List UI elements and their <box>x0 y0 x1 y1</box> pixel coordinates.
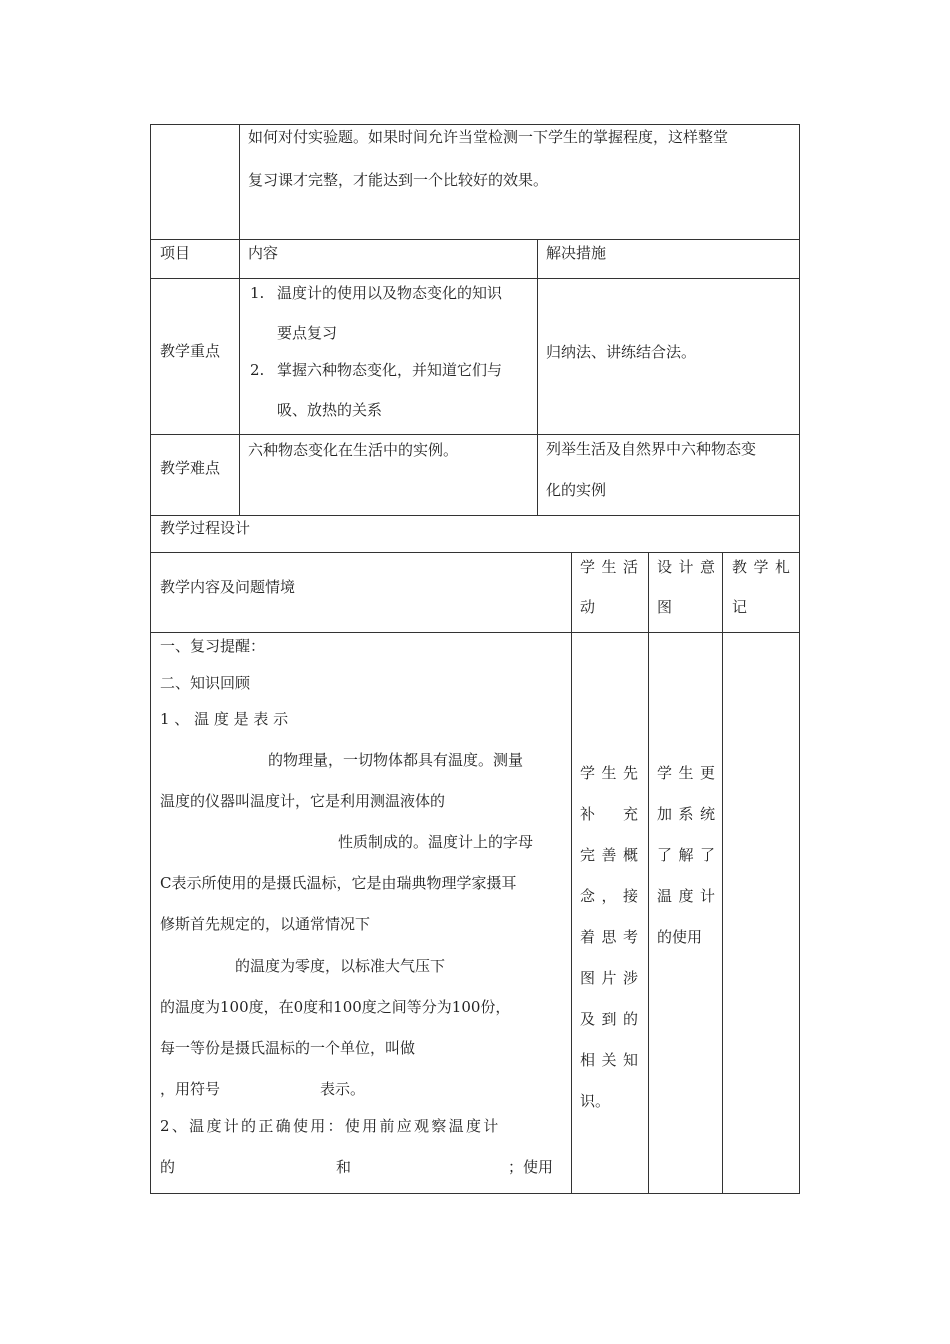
student-activity-line: 完 善 概 <box>580 846 638 864</box>
process-header-notes-line-1: 教 学 札 <box>732 558 790 576</box>
design-intent-line: 学 生 更 <box>657 764 715 782</box>
row-divider <box>150 632 800 633</box>
col-divider <box>722 552 723 1194</box>
process-header-content: 教学内容及问题情境 <box>160 578 296 596</box>
intro-line-2: 复习课才完整，才能达到一个比较好的效果。 <box>248 171 549 189</box>
key-point-1-line-1: 温度计的使用以及物态变化的知识 <box>277 284 503 302</box>
key-points-label: 教学重点 <box>160 342 221 360</box>
student-activity-line: 念 ， 接 <box>580 887 638 905</box>
body-line-14a: 的 <box>160 1158 176 1176</box>
difficult-points-measure-line-2: 化的实例 <box>546 481 607 499</box>
student-activity-line: 及 到 的 <box>580 1010 638 1028</box>
design-intent-line: 温 度 计 <box>657 887 715 905</box>
key-point-2-number: 2. <box>250 361 265 379</box>
body-line-8: 修斯首先规定的，以通常情况下 <box>160 915 371 933</box>
process-header-notes-line-2: 记 <box>732 598 748 616</box>
key-points-measure: 归纳法、讲练结合法。 <box>546 343 697 361</box>
student-activity-line: 识。 <box>580 1092 611 1110</box>
body-line-14c: ；使用 <box>508 1158 554 1176</box>
process-title: 教学过程设计 <box>160 519 251 537</box>
body-line-4: 的物理量，一切物体都具有温度。测量 <box>268 751 524 769</box>
student-activity-line: 相 关 知 <box>580 1051 638 1069</box>
row-divider <box>150 239 800 240</box>
row-divider <box>150 552 800 553</box>
process-header-intent-line-2: 图 <box>657 598 673 616</box>
col-divider <box>571 552 572 1194</box>
body-line-5: 温度的仪器叫温度计，它是利用测温液体的 <box>160 792 446 810</box>
header-content: 内容 <box>248 244 279 262</box>
key-point-1-line-2: 要点复习 <box>277 324 338 342</box>
body-line-7: C表示所使用的是摄氏温标，它是由瑞典物理学家摄耳 <box>160 874 517 892</box>
process-header-student-line-2: 动 <box>580 598 596 616</box>
body-line-3: 1 、 温 度 是 表 示 <box>160 710 289 728</box>
col-divider <box>239 124 240 516</box>
row-divider <box>150 434 800 435</box>
col-divider <box>537 239 538 516</box>
header-measures: 解决措施 <box>546 244 607 262</box>
row-divider <box>150 278 800 279</box>
key-point-2-line-2: 吸、放热的关系 <box>277 401 383 419</box>
student-activity-line: 补 充 <box>580 805 638 823</box>
student-activity-line: 着 思 考 <box>580 928 638 946</box>
process-header-student-line-1: 学 生 活 <box>580 558 638 576</box>
row-divider <box>150 515 800 516</box>
design-intent-line: 了 解 了 <box>657 846 715 864</box>
difficult-points-content: 六种物态变化在生活中的实例。 <box>248 441 459 459</box>
process-header-intent-line-1: 设 计 意 <box>657 558 715 576</box>
body-line-12b: 表示。 <box>320 1080 366 1098</box>
body-line-6: 性质制成的。温度计上的字母 <box>338 833 534 851</box>
body-line-13: 2、温度计的正确使用：使用前应观察温度计 <box>160 1117 501 1135</box>
header-project: 项目 <box>160 244 191 262</box>
body-line-12a: ，用符号 <box>160 1080 221 1098</box>
body-line-10: 的温度为100度，在0度和100度之间等分为100份， <box>160 998 511 1016</box>
difficult-points-measure-line-1: 列举生活及自然界中六种物态变 <box>546 440 757 458</box>
body-line-11: 每一等份是摄氏温标的一个单位，叫做 <box>160 1039 416 1057</box>
key-point-1-number: 1. <box>250 284 265 302</box>
knowledge-review-heading: 二、知识回顾 <box>160 674 251 692</box>
body-line-14b: 和 <box>336 1158 352 1176</box>
design-intent-line: 加 系 统 <box>657 805 715 823</box>
key-point-2-line-1: 掌握六种物态变化，并知道它们与 <box>277 361 503 379</box>
review-reminder: 一、复习提醒： <box>160 637 266 655</box>
body-line-9: 的温度为零度，以标准大气压下 <box>235 957 446 975</box>
intro-line-1: 如何对付实验题。如果时间允许当堂检测一下学生的掌握程度，这样整堂 <box>248 128 729 146</box>
design-intent-line: 的使用 <box>657 928 703 946</box>
student-activity-line: 图 片 涉 <box>580 969 638 987</box>
difficult-points-label: 教学难点 <box>160 459 221 477</box>
student-activity-line: 学 生 先 <box>580 764 638 782</box>
col-divider <box>648 552 649 1194</box>
